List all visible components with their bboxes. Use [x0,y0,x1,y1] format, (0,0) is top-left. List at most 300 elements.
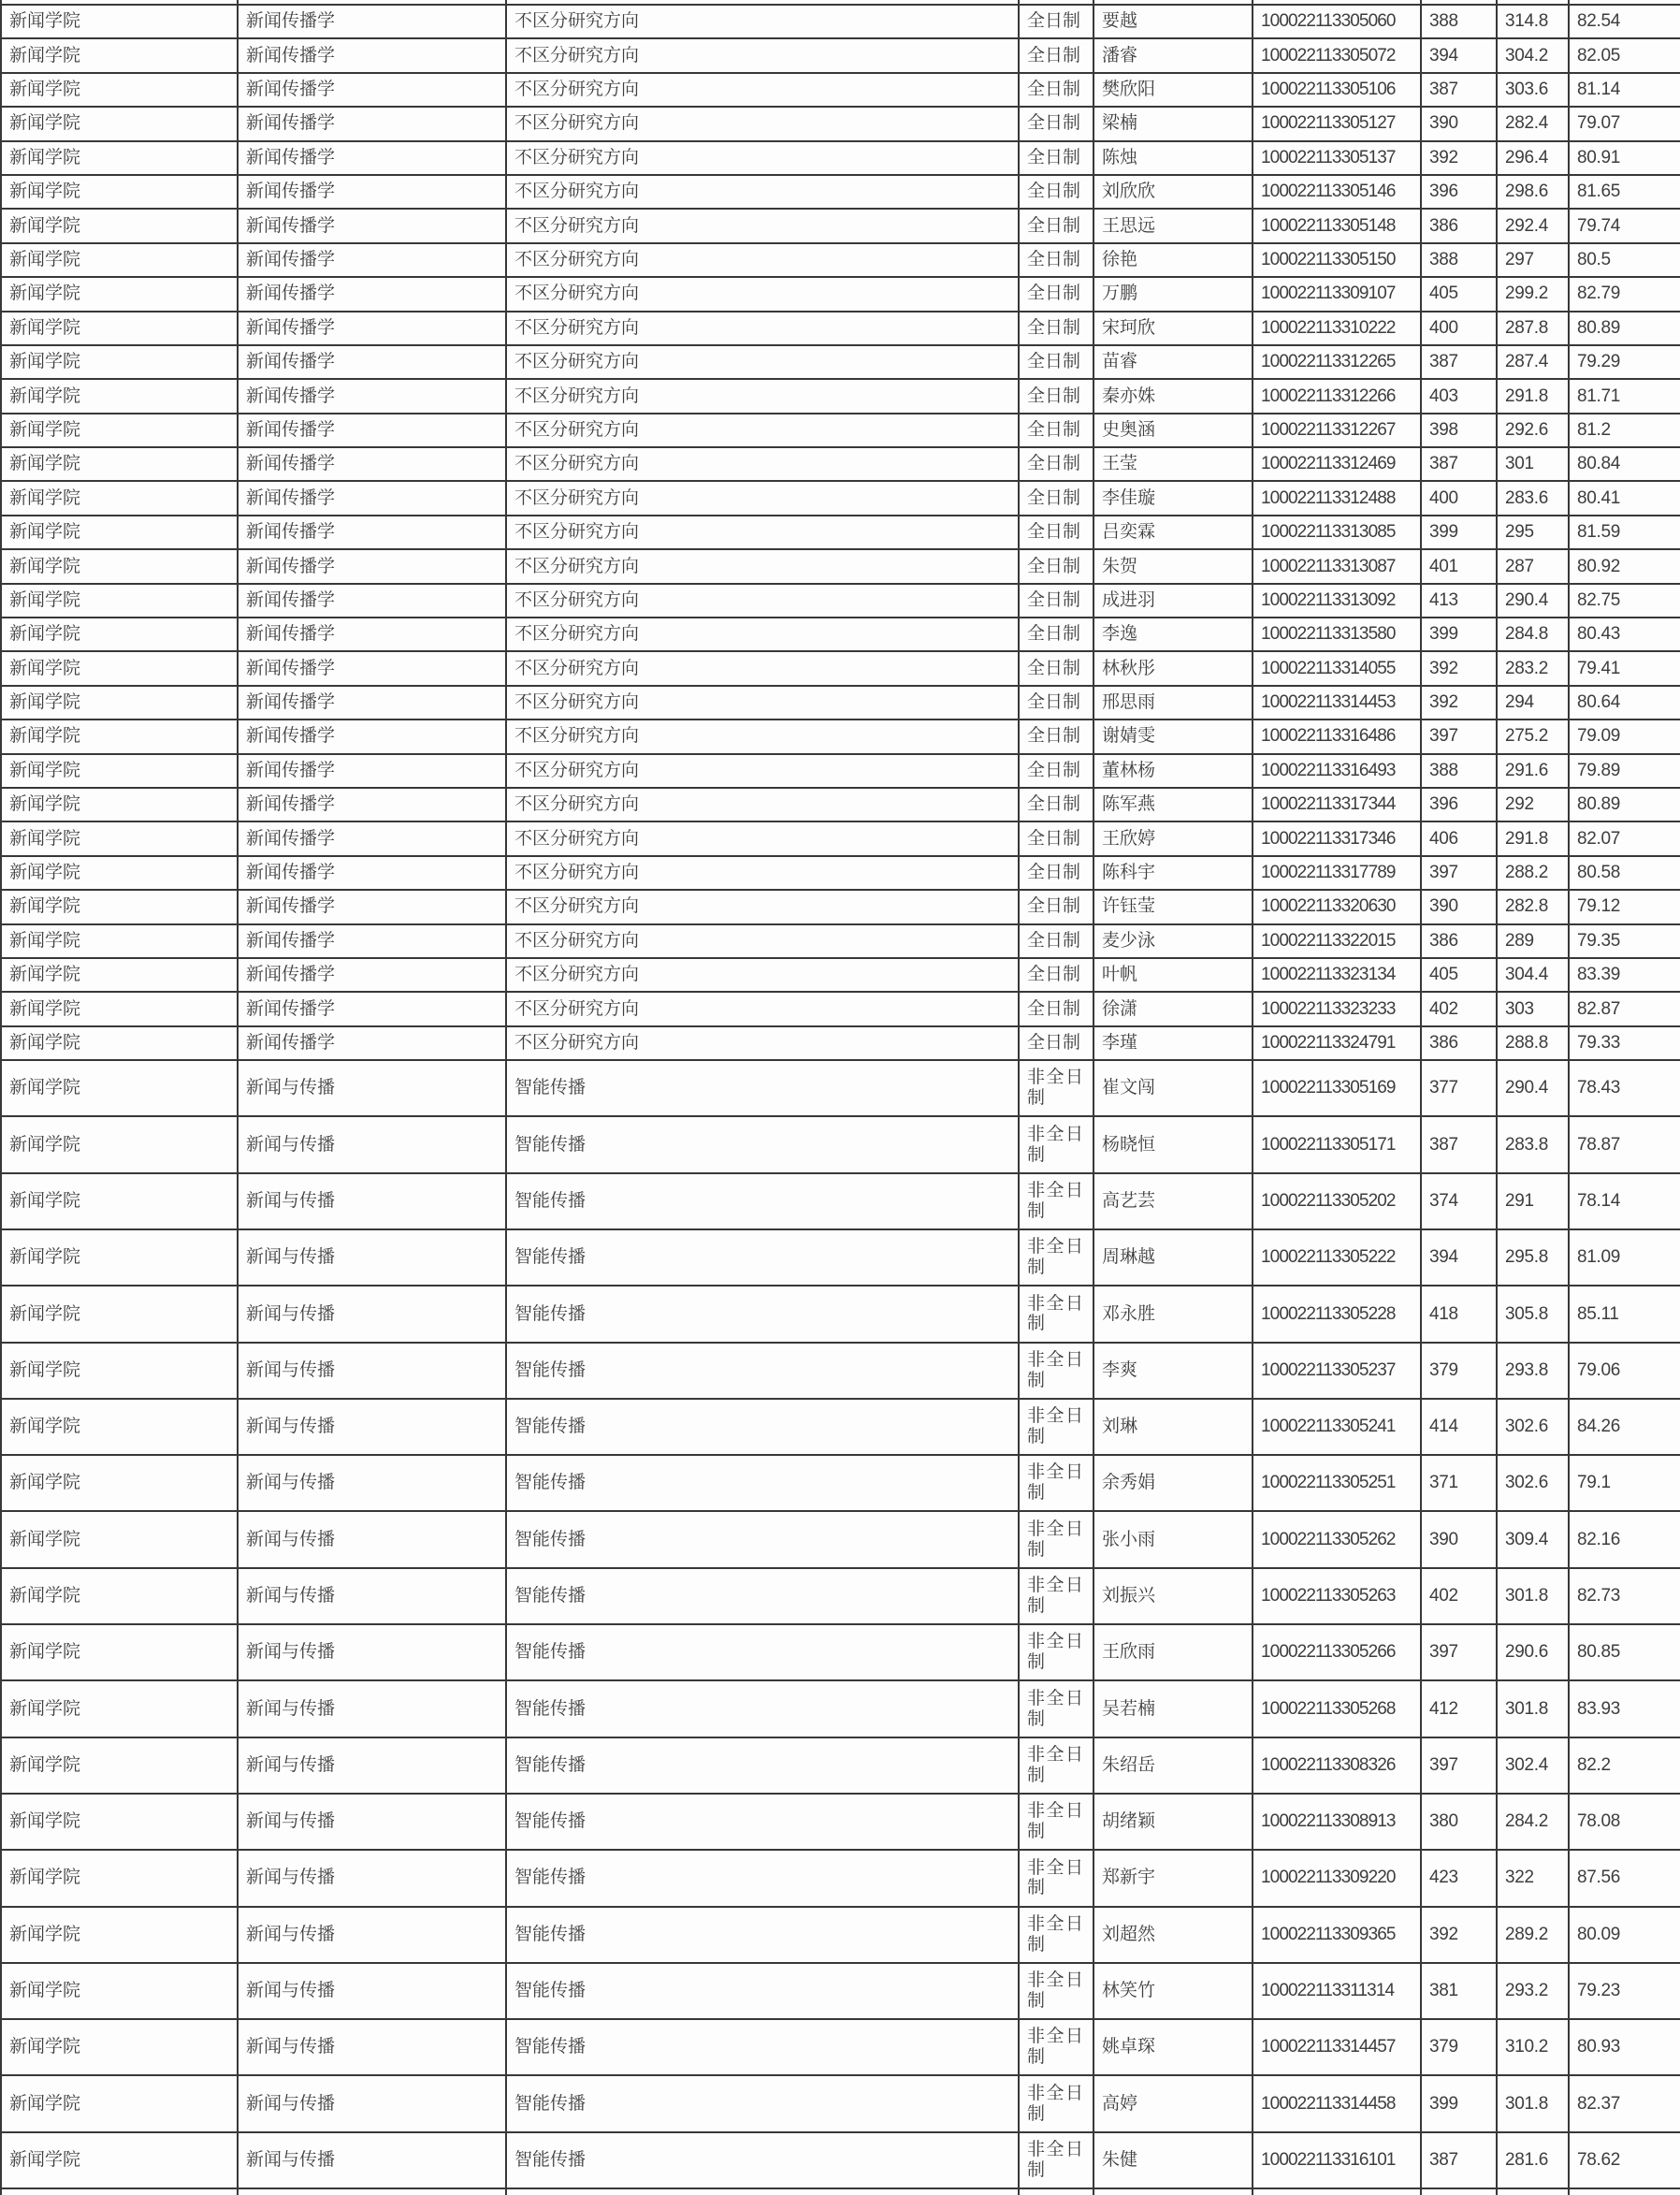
cell-total-score: 79.89 [1570,755,1680,789]
cell-name: 陈军燕 [1094,789,1253,822]
cell-study-mode: 全日制 [1020,278,1094,312]
cell-major: 新闻传播学 [239,755,507,789]
cell-retest-score: 295.8 [1498,1230,1570,1286]
cell-total-score: 78.62 [1570,2133,1680,2189]
cell-retest-score: 290.4 [1498,1061,1570,1117]
cell-study-mode: 全日制 [1020,822,1094,856]
cell-college: 新闻学院 [2,550,239,584]
cell-study-mode: 非全日制 [1020,2076,1094,2132]
table-row [2,993,1680,1026]
cell-initial-score: 387 [1422,1117,1498,1173]
cell-study-mode: 全日制 [1020,346,1094,380]
table-row [2,1795,1680,1851]
cell-retest-score: 293.8 [1498,1344,1570,1400]
cell-retest-score: 290.4 [1498,585,1570,618]
partial-cell [507,2189,1020,2195]
cell-name: 徐艳 [1094,244,1253,278]
cell-major: 新闻与传播 [239,1851,507,1907]
cell-name: 许钰莹 [1094,891,1253,924]
cell-retest-score: 303 [1498,993,1570,1026]
cell-direction: 不区分研究方向 [507,789,1020,822]
table-row [2,1569,1680,1625]
cell-retest-score: 282.8 [1498,891,1570,924]
cell-direction: 不区分研究方向 [507,380,1020,414]
cell-direction: 不区分研究方向 [507,142,1020,176]
cell-direction: 智能传播 [507,1117,1020,1173]
cell-retest-score: 288.2 [1498,857,1570,891]
cell-retest-score: 290.6 [1498,1625,1570,1681]
cell-college: 新闻学院 [2,313,239,346]
cell-candidate-id: 100022113317789 [1253,857,1422,891]
cell-study-mode: 非全日制 [1020,2020,1094,2076]
cell-retest-score: 281.6 [1498,2133,1570,2189]
cell-total-score: 80.89 [1570,789,1680,822]
cell-initial-score: 392 [1422,1908,1498,1964]
cell-college: 新闻学院 [2,1400,239,1456]
cell-major: 新闻传播学 [239,176,507,210]
cell-college: 新闻学院 [2,482,239,516]
cell-major: 新闻传播学 [239,380,507,414]
cell-total-score: 82.75 [1570,585,1680,618]
cell-initial-score: 392 [1422,687,1498,720]
cell-total-score: 79.1 [1570,1456,1680,1512]
cell-name: 朱贺 [1094,550,1253,584]
cell-initial-score: 371 [1422,1456,1498,1512]
table-row [2,380,1680,414]
cell-total-score: 81.2 [1570,414,1680,448]
cell-college: 新闻学院 [2,925,239,959]
cell-initial-score: 396 [1422,789,1498,822]
cell-study-mode: 全日制 [1020,959,1094,993]
cell-retest-score: 310.2 [1498,2020,1570,2076]
cell-candidate-id: 100022113320630 [1253,891,1422,924]
cell-major: 新闻与传播 [239,1456,507,1512]
table-row [2,789,1680,822]
cell-direction: 不区分研究方向 [507,346,1020,380]
cell-name: 徐潇 [1094,993,1253,1026]
cell-major: 新闻与传播 [239,1230,507,1286]
cell-initial-score: 388 [1422,755,1498,789]
cell-name: 姚卓琛 [1094,2020,1253,2076]
cell-initial-score: 388 [1422,244,1498,278]
cell-name: 余秀娟 [1094,1456,1253,1512]
table-row [2,1117,1680,1173]
partial-cell [2,2189,239,2195]
cell-initial-score: 397 [1422,857,1498,891]
cell-initial-score: 401 [1422,550,1498,584]
cell-total-score: 83.39 [1570,959,1680,993]
cell-major: 新闻传播学 [239,6,507,39]
cell-total-score: 84.26 [1570,1400,1680,1456]
cell-major: 新闻传播学 [239,687,507,720]
cell-study-mode: 非全日制 [1020,1344,1094,1400]
cell-major: 新闻与传播 [239,1344,507,1400]
cell-initial-score: 412 [1422,1681,1498,1737]
cell-total-score: 79.07 [1570,108,1680,141]
cell-retest-score: 301.8 [1498,1569,1570,1625]
cell-college: 新闻学院 [2,108,239,141]
cell-name: 林秋彤 [1094,652,1253,686]
cell-study-mode: 全日制 [1020,993,1094,1026]
cell-major: 新闻与传播 [239,1908,507,1964]
table-row [2,313,1680,346]
cell-name: 樊欣阳 [1094,74,1253,108]
cell-major: 新闻传播学 [239,720,507,754]
cell-name: 邢思雨 [1094,687,1253,720]
cell-college: 新闻学院 [2,2076,239,2132]
cell-college: 新闻学院 [2,993,239,1026]
cell-major: 新闻传播学 [239,993,507,1026]
cell-major: 新闻传播学 [239,448,507,482]
cell-candidate-id: 100022113312265 [1253,346,1422,380]
cell-college: 新闻学院 [2,244,239,278]
cell-initial-score: 423 [1422,1851,1498,1907]
cell-total-score: 82.37 [1570,2076,1680,2132]
cell-name: 万鹏 [1094,278,1253,312]
cell-candidate-id: 100022113323233 [1253,993,1422,1026]
cell-initial-score: 399 [1422,516,1498,550]
cell-college: 新闻学院 [2,720,239,754]
cell-college: 新闻学院 [2,142,239,176]
cell-major: 新闻传播学 [239,857,507,891]
cell-retest-score: 283.8 [1498,1117,1570,1173]
cell-name: 高婷 [1094,2076,1253,2132]
cell-direction: 智能传播 [507,1625,1020,1681]
cell-college: 新闻学院 [2,414,239,448]
cell-major: 新闻传播学 [239,1027,507,1061]
cell-initial-score: 414 [1422,1400,1498,1456]
cell-direction: 不区分研究方向 [507,74,1020,108]
cell-study-mode: 非全日制 [1020,1625,1094,1681]
cell-candidate-id: 100022113313085 [1253,516,1422,550]
cell-candidate-id: 100022113316486 [1253,720,1422,754]
table-row [2,1738,1680,1795]
cell-initial-score: 387 [1422,346,1498,380]
cell-name: 史奥涵 [1094,414,1253,448]
cell-major: 新闻与传播 [239,1795,507,1851]
table-row [2,959,1680,993]
cell-direction: 智能传播 [507,1569,1020,1625]
cell-college: 新闻学院 [2,2020,239,2076]
cell-study-mode: 全日制 [1020,652,1094,686]
cell-candidate-id: 100022113312266 [1253,380,1422,414]
cell-major: 新闻传播学 [239,278,507,312]
table-row [2,448,1680,482]
cell-direction: 不区分研究方向 [507,585,1020,618]
cell-college: 新闻学院 [2,891,239,924]
cell-college: 新闻学院 [2,278,239,312]
cell-direction: 不区分研究方向 [507,857,1020,891]
table-row [2,1027,1680,1061]
cell-name: 王思远 [1094,210,1253,243]
cell-candidate-id: 100022113305263 [1253,1569,1422,1625]
table-row [2,2076,1680,2132]
table-row [2,1908,1680,1964]
cell-major: 新闻传播学 [239,108,507,141]
cell-name: 梁楠 [1094,108,1253,141]
cell-total-score: 80.09 [1570,1908,1680,1964]
cell-retest-score: 299.2 [1498,278,1570,312]
cell-retest-score: 301.8 [1498,2076,1570,2132]
cell-study-mode: 全日制 [1020,108,1094,141]
cell-college: 新闻学院 [2,652,239,686]
cell-initial-score: 381 [1422,1964,1498,2020]
cell-initial-score: 377 [1422,1061,1498,1117]
cell-initial-score: 400 [1422,313,1498,346]
cell-candidate-id: 100022113309220 [1253,1851,1422,1907]
cell-candidate-id: 100022113311314 [1253,1964,1422,2020]
cell-candidate-id: 100022113312488 [1253,482,1422,516]
table-row [2,2020,1680,2076]
cell-total-score: 80.64 [1570,687,1680,720]
cell-candidate-id: 100022113313092 [1253,585,1422,618]
cell-study-mode: 非全日制 [1020,1738,1094,1795]
cell-initial-score: 386 [1422,925,1498,959]
cell-direction: 智能传播 [507,1344,1020,1400]
cell-total-score: 78.08 [1570,1795,1680,1851]
cell-candidate-id: 100022113305169 [1253,1061,1422,1117]
table-row [2,414,1680,448]
cell-candidate-id: 100022113305127 [1253,108,1422,141]
cell-direction: 不区分研究方向 [507,482,1020,516]
cell-direction: 不区分研究方向 [507,108,1020,141]
cell-college: 新闻学院 [2,6,239,39]
cell-direction: 不区分研究方向 [507,822,1020,856]
cell-study-mode: 全日制 [1020,585,1094,618]
cell-major: 新闻传播学 [239,313,507,346]
cell-major: 新闻与传播 [239,1174,507,1230]
cell-total-score: 80.43 [1570,618,1680,652]
cell-study-mode: 全日制 [1020,789,1094,822]
cell-total-score: 79.09 [1570,720,1680,754]
table-row [2,891,1680,924]
table-row [2,176,1680,210]
cell-retest-score: 283.6 [1498,482,1570,516]
cell-college: 新闻学院 [2,1681,239,1737]
cell-direction: 智能传播 [507,2076,1020,2132]
cell-study-mode: 全日制 [1020,210,1094,243]
cell-college: 新闻学院 [2,346,239,380]
table-row [2,2133,1680,2189]
cell-name: 王欣雨 [1094,1625,1253,1681]
cell-candidate-id: 100022113312469 [1253,448,1422,482]
cell-study-mode: 全日制 [1020,925,1094,959]
table-row [2,1286,1680,1343]
cell-major: 新闻传播学 [239,482,507,516]
cell-retest-score: 296.4 [1498,142,1570,176]
cell-direction: 不区分研究方向 [507,6,1020,39]
cell-name: 潘睿 [1094,39,1253,73]
cell-name: 邓永胜 [1094,1286,1253,1343]
cell-college: 新闻学院 [2,755,239,789]
cell-direction: 智能传播 [507,1400,1020,1456]
table-row [2,1851,1680,1907]
cell-college: 新闻学院 [2,1851,239,1907]
cell-name: 李爽 [1094,1344,1253,1400]
partial-cell [1094,2189,1253,2195]
cell-total-score: 81.65 [1570,176,1680,210]
cell-direction: 不区分研究方向 [507,891,1020,924]
cell-study-mode: 全日制 [1020,857,1094,891]
cell-study-mode: 全日制 [1020,176,1094,210]
cell-initial-score: 394 [1422,1230,1498,1286]
cell-initial-score: 379 [1422,2020,1498,2076]
cell-name: 苗睿 [1094,346,1253,380]
cell-major: 新闻与传播 [239,1400,507,1456]
cell-name: 杨晓恒 [1094,1117,1253,1173]
cell-name: 宋珂欣 [1094,313,1253,346]
cell-college: 新闻学院 [2,516,239,550]
cell-candidate-id: 100022113317346 [1253,822,1422,856]
cell-initial-score: 397 [1422,1625,1498,1681]
cell-direction: 不区分研究方向 [507,448,1020,482]
cell-study-mode: 非全日制 [1020,1681,1094,1737]
cell-study-mode: 全日制 [1020,448,1094,482]
cell-direction: 不区分研究方向 [507,993,1020,1026]
partial-cell [1020,2189,1094,2195]
cell-total-score: 79.23 [1570,1964,1680,2020]
cell-initial-score: 405 [1422,278,1498,312]
table-row [2,482,1680,516]
cell-candidate-id: 100022113322015 [1253,925,1422,959]
table-row [2,516,1680,550]
cell-retest-score: 293.2 [1498,1964,1570,2020]
cell-total-score: 78.43 [1570,1061,1680,1117]
cell-retest-score: 291.8 [1498,822,1570,856]
cell-retest-score: 291.6 [1498,755,1570,789]
cell-college: 新闻学院 [2,39,239,73]
cell-retest-score: 301 [1498,448,1570,482]
cell-study-mode: 全日制 [1020,74,1094,108]
cell-college: 新闻学院 [2,585,239,618]
cell-direction: 智能传播 [507,1681,1020,1737]
cell-retest-score: 301.8 [1498,1681,1570,1737]
cell-candidate-id: 100022113305106 [1253,74,1422,108]
table-row [2,244,1680,278]
cell-retest-score: 302.6 [1498,1400,1570,1456]
cell-major: 新闻与传播 [239,1738,507,1795]
cell-candidate-id: 100022113305072 [1253,39,1422,73]
cell-major: 新闻与传播 [239,1061,507,1117]
cell-retest-score: 288.8 [1498,1027,1570,1061]
cell-initial-score: 374 [1422,1174,1498,1230]
cell-name: 胡绪颖 [1094,1795,1253,1851]
cell-college: 新闻学院 [2,959,239,993]
cell-initial-score: 388 [1422,6,1498,39]
cell-retest-score: 298.6 [1498,176,1570,210]
cell-initial-score: 379 [1422,1344,1498,1400]
cell-total-score: 82.2 [1570,1738,1680,1795]
cell-initial-score: 390 [1422,891,1498,924]
cell-study-mode: 非全日制 [1020,1456,1094,1512]
cell-initial-score: 392 [1422,142,1498,176]
cell-total-score: 78.14 [1570,1174,1680,1230]
cell-candidate-id: 100022113305222 [1253,1230,1422,1286]
cell-name: 李瑾 [1094,1027,1253,1061]
cell-major: 新闻传播学 [239,959,507,993]
cell-candidate-id: 100022113323134 [1253,959,1422,993]
cell-retest-score: 287 [1498,550,1570,584]
cell-total-score: 83.93 [1570,1681,1680,1737]
cell-name: 高艺芸 [1094,1174,1253,1230]
cell-initial-score: 399 [1422,2076,1498,2132]
cell-direction: 智能传播 [507,1738,1020,1795]
table-row [2,346,1680,380]
cell-candidate-id: 100022113313580 [1253,618,1422,652]
cell-major: 新闻传播学 [239,789,507,822]
cell-name: 吴若楠 [1094,1681,1253,1737]
table-row [2,6,1680,39]
cell-direction: 智能传播 [507,1286,1020,1343]
cell-direction: 不区分研究方向 [507,550,1020,584]
cell-retest-score: 289 [1498,925,1570,959]
table-row [2,1964,1680,2020]
partial-cell [1498,2189,1570,2195]
cell-study-mode: 非全日制 [1020,1908,1094,1964]
cell-name: 谢婧雯 [1094,720,1253,754]
cell-retest-score: 292.4 [1498,210,1570,243]
cell-study-mode: 非全日制 [1020,1569,1094,1625]
cell-retest-score: 275.2 [1498,720,1570,754]
cell-total-score: 82.05 [1570,39,1680,73]
table-row [2,755,1680,789]
cell-college: 新闻学院 [2,1456,239,1512]
cell-direction: 不区分研究方向 [507,1027,1020,1061]
cell-college: 新闻学院 [2,448,239,482]
cell-initial-score: 396 [1422,176,1498,210]
cell-study-mode: 全日制 [1020,687,1094,720]
cell-candidate-id: 100022113314458 [1253,2076,1422,2132]
cell-college: 新闻学院 [2,1174,239,1230]
cell-initial-score: 403 [1422,380,1498,414]
cell-name: 李佳璇 [1094,482,1253,516]
cell-college: 新闻学院 [2,1964,239,2020]
cell-major: 新闻传播学 [239,39,507,73]
cell-initial-score: 398 [1422,414,1498,448]
cell-name: 李逸 [1094,618,1253,652]
cell-retest-score: 292.6 [1498,414,1570,448]
cell-college: 新闻学院 [2,687,239,720]
cell-total-score: 80.58 [1570,857,1680,891]
cell-college: 新闻学院 [2,1908,239,1964]
cell-initial-score: 392 [1422,652,1498,686]
cell-initial-score: 406 [1422,822,1498,856]
cell-total-score: 82.16 [1570,1512,1680,1568]
cell-study-mode: 全日制 [1020,244,1094,278]
table-row [2,1456,1680,1512]
cell-study-mode: 非全日制 [1020,1851,1094,1907]
cell-name: 秦亦姝 [1094,380,1253,414]
cell-study-mode: 全日制 [1020,618,1094,652]
cell-initial-score: 405 [1422,959,1498,993]
cell-major: 新闻传播学 [239,585,507,618]
cell-study-mode: 非全日制 [1020,1230,1094,1286]
cell-retest-score: 287.8 [1498,313,1570,346]
cell-college: 新闻学院 [2,74,239,108]
cell-initial-score: 380 [1422,1795,1498,1851]
cell-initial-score: 400 [1422,482,1498,516]
cell-major: 新闻传播学 [239,516,507,550]
table-row [2,278,1680,312]
cell-candidate-id: 100022113310222 [1253,313,1422,346]
cell-total-score: 81.14 [1570,74,1680,108]
cell-retest-score: 304.2 [1498,39,1570,73]
cell-candidate-id: 100022113305266 [1253,1625,1422,1681]
cell-retest-score: 309.4 [1498,1512,1570,1568]
cell-direction: 智能传播 [507,1061,1020,1117]
cell-direction: 不区分研究方向 [507,414,1020,448]
cell-retest-score: 283.2 [1498,652,1570,686]
